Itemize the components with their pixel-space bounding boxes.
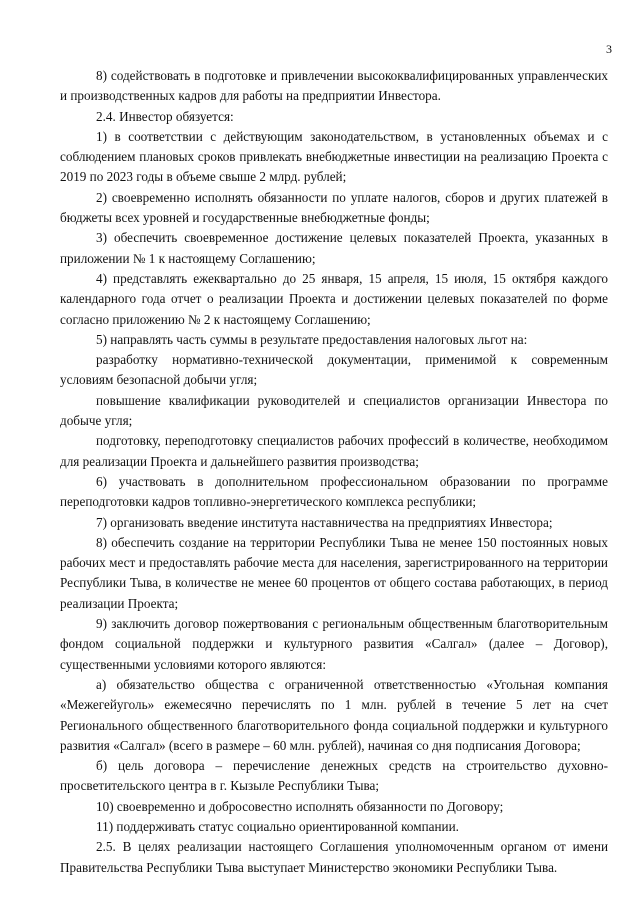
paragraph-investments: 1) в соответствии с действующим законодательством, в установленных объемах и с соблюдением плановых сроков привлекать внебюджетные инвестиции на реализацию Проекта с 2019 по 2023 годы в объеме свыше 2 млрд. рублей; — [60, 128, 608, 185]
paragraph-training: подготовку, переподготовку специалистов рабочих профессий в количестве, необходимом для реализации Проекта и дальнейшего развития производства; — [60, 433, 608, 469]
paragraph-obligation-a: а) обязательство общества с ограниченной ответственностью «Угольная компания «Межегейуголь» ежемесячно перечислять по 1 млн. рублей в течение 5 лет на счет Регионального общественного благотворительного фонда социальной поддержки и культурного развития «Салгал» (всего в размере – 60 млн. рублей), начиная со дня подписания Договора; — [60, 676, 608, 753]
section-heading-2-4: 2.4. Инвестор обязуется: — [96, 108, 234, 124]
paragraph-item-8-cadres: 8) содействовать в подготовке и привлечении высококвалифицированных управленческих и производственных кадров для работы на предприятии Инвестора. — [60, 68, 608, 104]
paragraph-documentation: разработку нормативно-технической документации, применимой к современным условиям безопасной добычи угля; — [60, 352, 608, 388]
paragraph-qualification: повышение квалификации руководителей и специалистов организации Инвестора по добыче угля; — [60, 392, 608, 429]
section-2-5: 2.5. В целях реализации настоящего Соглашения уполномоченным органом от имени Правительства Республики Тыва выступает Министерство экономики Республики Тыва. — [60, 839, 608, 875]
paragraph-donation-agreement: 9) заключить договор пожертвования с региональным общественным благотворительным фондом социальной поддержки и культурного развития «Салгал» (далее – Договор), существенными условиями которого являются: — [60, 616, 608, 672]
paragraph-targets: 3) обеспечить своевременное достижение целевых показателей Проекта, указанных в приложении № 1 к настоящему Соглашению; — [60, 230, 608, 266]
paragraph-tax-benefits: 5) направлять часть суммы в результате предоставления налоговых льгот на: — [96, 331, 528, 347]
paragraph-jobs: 8) обеспечить создание на территории Республики Тыва не менее 150 постоянных новых рабочих мест и предоставлять рабочие места для населения, зарегистрированного на территории Республики Тыва, в количестве не менее 60 процентов от общего состава работающих, в период реализации Проекта; — [60, 534, 608, 611]
paragraph-purpose-b: б) цель договора – перечисление денежных средств на строительство духовно-просветительского центра в г. Кызыле Республики Тыва; — [60, 758, 608, 794]
paragraph-reporting: 4) представлять ежеквартально до 25 января, 15 апреля, 15 июля, 15 октября каждого календарного года отчет о реализации Проекта и достижении целевых показателей по форме согласно приложению № 2 к настоящему Соглашению; — [60, 270, 608, 327]
paragraph-social-status: 11) поддерживать статус социально ориентированной компании. — [96, 818, 459, 834]
page-number: 3 — [606, 42, 612, 56]
paragraph-mentorship: 7) организовать введение института наставничества на предприятиях Инвестора; — [96, 514, 553, 530]
document-body — [60, 66, 608, 878]
paragraph-fulfil-obligations: 10) своевременно и добросовестно исполнять обязанности по Договору; — [96, 798, 504, 814]
paragraph-taxes: 2) своевременно исполнять обязанности по уплате налогов, сборов и других платежей в бюджеты всех уровней и государственные внебюджетные фонды; — [60, 189, 608, 226]
paragraph-education: 6) участвовать в дополнительном профессиональном образовании по программе переподготовки кадров топливно-энергетического комплекса республики; — [60, 473, 608, 510]
